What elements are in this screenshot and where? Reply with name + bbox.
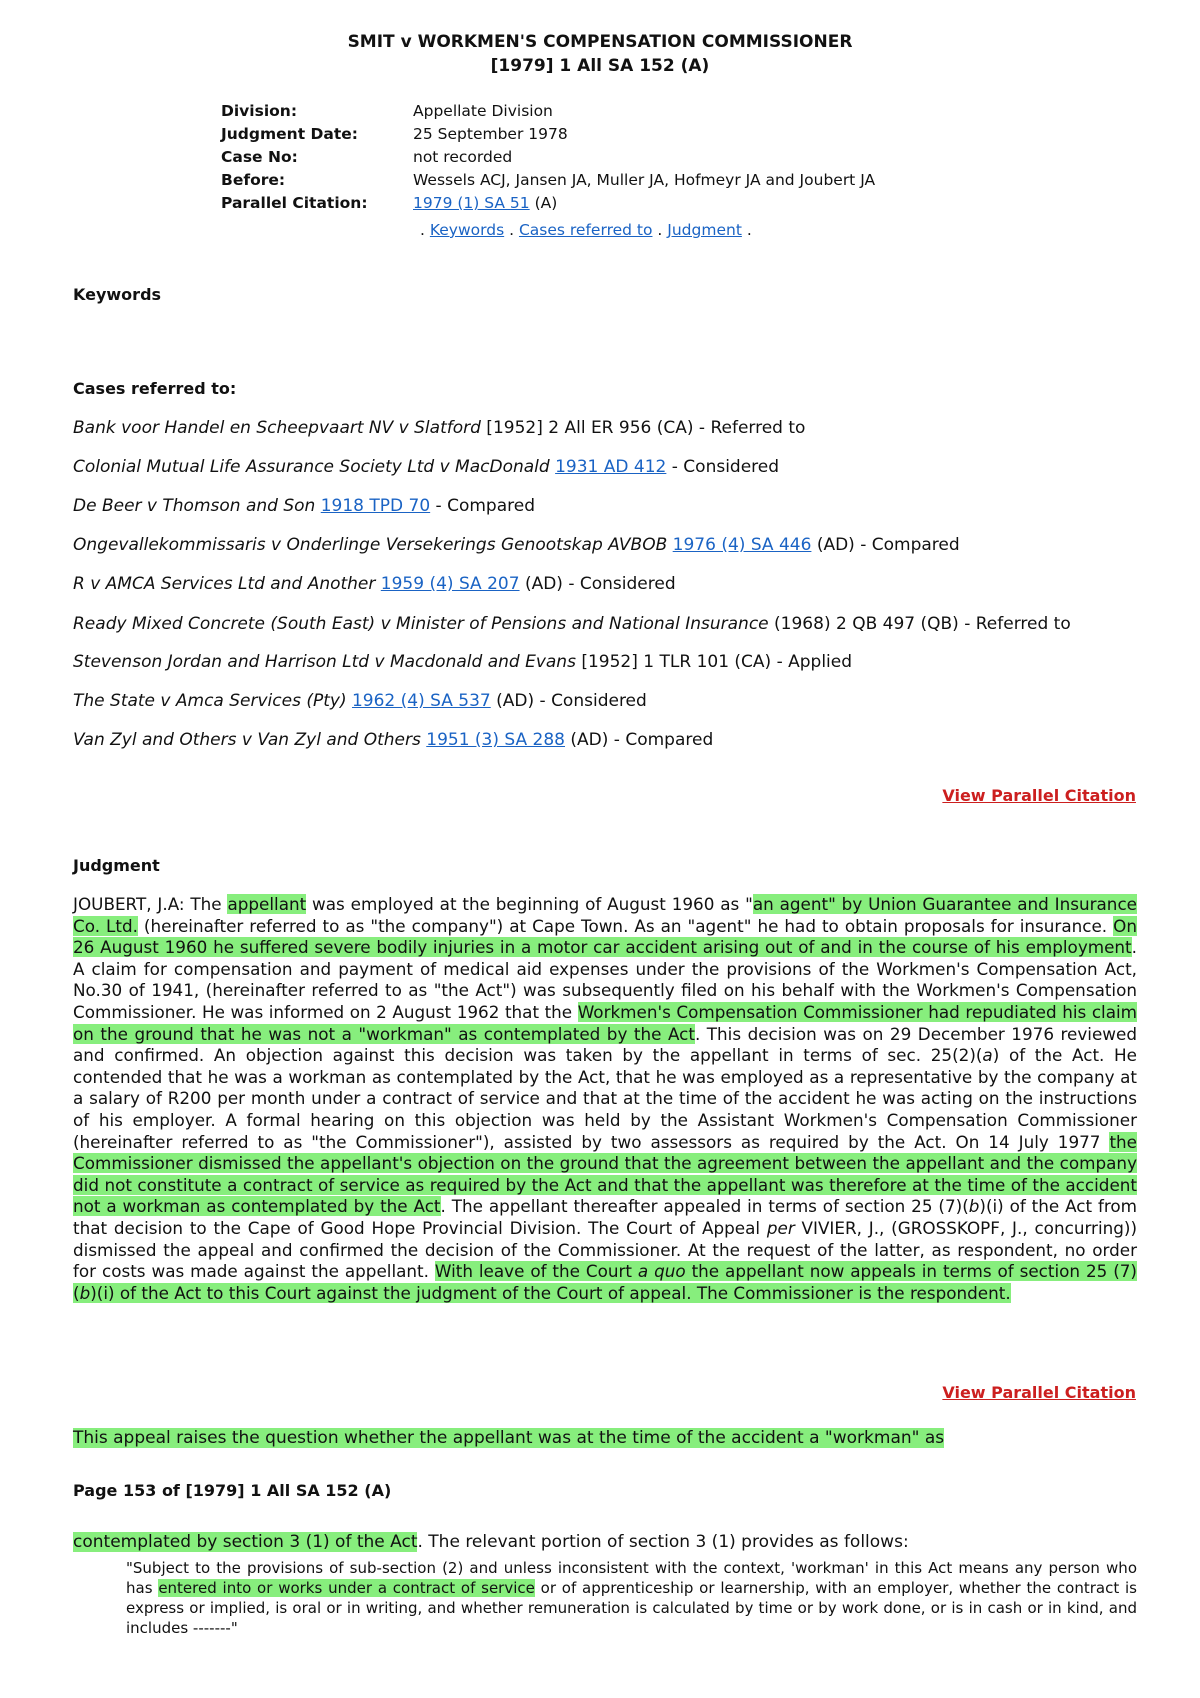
nav-judgment-link[interactable]: Judgment [667,221,742,239]
text-run: VIVIER, J., (GROSSKOPF, J., concurring)) dismissed the appeal and confirmed the decision of the Commissioner. At the request of the latter, as respondent, no order for costs was made against the appellant. [73,1217,1137,1282]
italic-text: a [982,1045,993,1066]
text-run: the appellant now appeals in terms of section 25 (7)( [73,1261,1137,1303]
meta-judgment-date [221,123,875,146]
meta-key: Parallel Citation: [221,194,368,212]
highlighted-text: the Commissioner dismissed the appellant's objection on the ground that the agreement between the appellant and the company did not constitute a contract of service as required by the Act and that the appellant was therefore at the time of the accident not a workman as contemplated by the Act [73,1131,1137,1217]
italic-text: b [968,1196,980,1217]
case-rest: - Considered [666,457,780,477]
case-entry [73,533,960,557]
meta-value: Appellate Division [413,102,553,120]
cases-heading: Cases referred to: [73,379,237,398]
meta-value: 25 September 1978 [413,125,568,143]
highlighted-text: contemplated by section 3 (1) of the Act [73,1532,418,1552]
case-entry [73,455,779,479]
meta-key: Judgment Date: [221,125,358,143]
highlighted-text: Workmen's Compensation Commissioner had repudiated his claim on the ground that he was not a "workman" as contemplated by the Act [73,1001,1137,1044]
statute-quote [126,1558,1137,1638]
meta-key: Before: [221,171,286,189]
judgment-paragraph [73,1426,944,1450]
text-run: . This decision was on 29 December 1976 reviewed and confirmed. An objection against this decision was taken by the appellant in terms of sec. 25(2)( [73,1023,1137,1066]
judgment-heading: Judgment [73,856,160,875]
italic-text: a quo [637,1261,686,1282]
highlighted-text: This appeal raises the question whether the appellant was at the time of the accident a "workman" as [73,1428,945,1448]
nav-separator: . [746,221,752,239]
text-run: was employed at the beginning of August 1960 as " [306,894,753,914]
case-entry [73,572,676,596]
highlighted-text: appellant [227,894,307,914]
meta-parallel-citation [221,192,875,215]
case-citation: [1979] 1 All SA 152 (A) [490,56,710,76]
meta-before [221,169,875,192]
text-run: (hereinafter referred to as "the company") at Cape Town. As an "agent" he had to obtain proposals for insurance. [137,915,1114,936]
case-entry [73,728,713,752]
italic-text: b [79,1282,91,1303]
case-citation-link[interactable]: 1976 (4) SA 446 [672,535,812,555]
case-citation-link[interactable]: 1959 (4) SA 207 [380,574,520,594]
text-run: or of apprenticeship or learnership, with an employer, whether the contract is express or implied, is oral or in writing, and whether remuneration is calculated by time or by work done, or is in cash or in kind, and includes -------" [126,1579,1137,1637]
case-rest: (1968) 2 QB 497 (QB) - Referred to [768,614,1071,634]
italic-text: per [766,1217,795,1238]
highlighted-text: entered into or works under a contract of service [158,1579,535,1597]
view-parallel-citation-link[interactable]: View Parallel Citation [942,786,1136,805]
case-rest: [1952] 2 All ER 956 (CA) - Referred to [480,418,806,438]
judgment-paragraph [73,1530,909,1554]
text-run: . The appellant thereafter appealed in terms of section 25 (7)( [440,1196,969,1217]
meta-division [221,100,875,123]
meta-case-no [221,146,875,169]
meta-value: Wessels ACJ, Jansen JA, Muller JA, Hofmeyr JA and Joubert JA [413,171,876,189]
case-name: De Beer v Thomson and Son [73,496,316,516]
section-nav [420,221,752,239]
text-run: . The relevant portion of section 3 (1) provides as follows: [417,1532,909,1552]
text-run: JOUBERT, J.A: The [73,894,228,914]
case-name: Ongevallekommissaris v Onderlinge Versekerings Genootskap AVBOB [73,535,668,555]
case-name: Bank voor Handel en Scheepvaart NV v Slatford [73,418,481,438]
nav-separator: . [509,221,515,239]
view-parallel-citation-link[interactable]: View Parallel Citation [942,1383,1136,1402]
nav-cases-link[interactable]: Cases referred to [518,221,653,239]
case-name: Stevenson Jordan and Harrison Ltd v Macdonald and Evans [73,652,576,672]
case-name: R v AMCA Services Ltd and Another [73,574,376,594]
case-rest: (AD) - Considered [519,574,676,594]
meta-value: not recorded [413,148,513,166]
text-run: "Subject to the provisions of sub-section (2) and unless inconsistent with the context, 'workman' in this Act means any person who has [126,1559,1137,1597]
highlighted-text: an agent" by Union Guarantee and Insurance Co. Ltd. [73,894,1137,936]
meta-key: Case No: [221,148,298,166]
case-rest: (AD) - Compared [565,730,714,750]
case-title: SMIT v WORKMEN'S COMPENSATION COMMISSIONER [347,32,853,52]
case-entry [73,612,1071,636]
case-name: Colonial Mutual Life Assurance Society Ltd v MacDonald [73,457,550,477]
case-entry [73,650,852,674]
highlighted-text: On 26 August 1960 he suffered severe bodily injuries in a motor car accident arising out of and in the course of his employment [73,915,1137,958]
case-citation-link[interactable]: 1931 AD 412 [555,457,667,477]
case-metadata [221,100,875,215]
nav-separator: . [420,221,425,239]
case-name: Van Zyl and Others v Van Zyl and Others [73,730,421,750]
parallel-citation-suffix: (A) [534,194,558,212]
text-run: . A claim for compensation and payment of medical aid expenses under the provisions of the Workmen's Compensation Act, No.30 of 1941, (hereinafter referred to as "the Act") was subsequently filed on his behalf with the Workmen's Compensation Commissioner. He was informed on 2 August 1962 that the [73,937,1137,1022]
case-citation-link[interactable]: 1951 (3) SA 288 [426,730,565,750]
text-run: With leave of the Court [434,1261,638,1282]
text-run: )(i) of the Act from that decision to the Cape of Good Hope Provincial Division. The Court of Appeal [73,1196,1138,1238]
text-run: )(i) of the Act to this Court against the judgment of the Court of appeal. The Commissioner is the respondent. [90,1282,1011,1303]
nav-keywords-link[interactable]: Keywords [429,221,505,239]
case-name: The State v Amca Services (Pty) [73,691,347,711]
nav-separator: . [657,221,663,239]
meta-key: Division: [221,102,298,120]
case-rest: - Compared [430,496,536,516]
case-rest: (AD) - Compared [811,535,960,555]
case-rest: (AD) - Considered [490,691,647,711]
case-citation-link[interactable]: 1918 TPD 70 [320,496,431,516]
text-run: ) of the Act. He contended that he was a workman as contemplated by the Act, that he was employed as a representative by the company at a salary of R200 per month under a contract of service and that at the time of the accident he was acting on the instructions of his employer. A formal hearing on this objection was held by the Assistant Workmen's Compensation Commissioner (hereinafter referred to as "the Commissioner"), assisted by two assessors as required by the Act. On 14 July 1977 [73,1045,1137,1152]
judgment-paragraph [73,894,1137,1304]
document-title [0,30,1200,78]
keywords-heading: Keywords [73,285,162,304]
case-name: Ready Mixed Concrete (South East) v Minister of Pensions and National Insurance [73,614,769,634]
case-entry [73,494,535,518]
page-marker: Page 153 of [1979] 1 All SA 152 (A) [73,1481,392,1500]
parallel-citation-link[interactable]: 1979 (1) SA 51 [413,194,530,212]
case-rest: [1952] 1 TLR 101 (CA) - Applied [575,652,853,672]
case-citation-link[interactable]: 1962 (4) SA 537 [351,691,491,711]
case-entry [73,689,647,713]
case-entry [73,416,805,440]
